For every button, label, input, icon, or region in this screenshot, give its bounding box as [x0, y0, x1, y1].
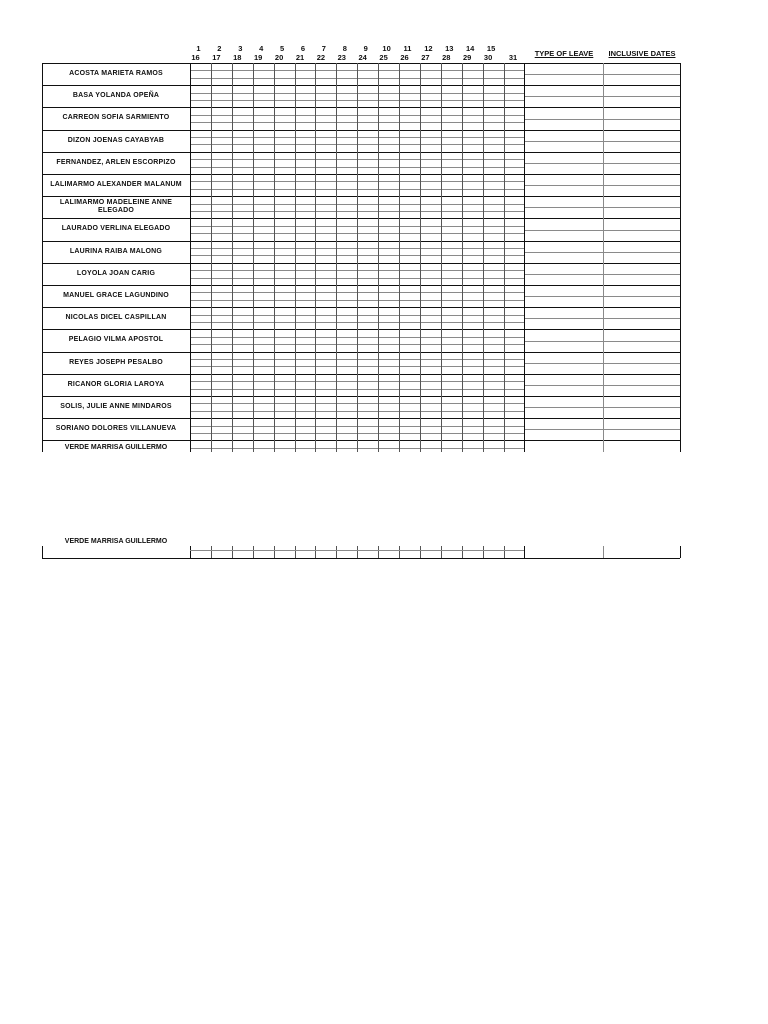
row-separator	[42, 307, 680, 308]
day-header-first: 1	[196, 44, 201, 53]
employee-name: CARREON SOFIA SARMIENTO	[62, 114, 170, 122]
employee-name: BASA YOLANDA OPEÑA	[72, 92, 160, 100]
row-separator	[42, 130, 680, 131]
day-header-second: 31	[508, 53, 518, 62]
inclusive-dates-header: INCLUSIVE DATES	[608, 49, 676, 58]
day-header-first: 10	[382, 44, 391, 53]
day-header-second: 25	[379, 53, 388, 62]
day-header-second: 19	[254, 53, 263, 62]
day-header-second: 17	[212, 53, 221, 62]
day-header-first: 15	[486, 44, 496, 53]
day-header-first: 5	[280, 44, 285, 53]
employee-name: LOYOLA JOAN CARIG	[76, 269, 156, 277]
day-header-second: 23	[337, 53, 346, 62]
row-separator	[42, 218, 680, 219]
row-separator	[42, 285, 680, 286]
type-of-leave-header: TYPE OF LEAVE	[534, 49, 594, 58]
day-header-second: 20	[274, 53, 284, 62]
day-header-second: 26	[400, 53, 409, 62]
employee-name-fragment: VERDE MARRISA GUILLERMO	[64, 538, 168, 545]
day-header-first: 14	[466, 44, 475, 53]
row-separator	[42, 174, 680, 175]
day-header-second: 18	[233, 53, 242, 62]
day-header-first: 8	[342, 44, 347, 53]
row-separator	[42, 352, 680, 353]
day-header-first: 3	[238, 44, 243, 53]
day-header-second: 21	[295, 53, 305, 62]
employee-name: LALIMARMO MADELEINE ANNE ELEGADO	[59, 199, 173, 215]
employee-name: SOLIS, JULIE ANNE MINDAROS	[60, 403, 172, 411]
day-header-second: 22	[316, 53, 326, 62]
employee-name: PELAGIO VILMA APOSTOL	[68, 336, 164, 344]
row-separator	[42, 396, 680, 397]
day-header-first: 4	[259, 44, 264, 53]
employee-name: RICANOR GLORIA LAROYA	[67, 380, 165, 388]
page-break-gap	[0, 452, 768, 546]
day-header-second: 24	[358, 53, 367, 62]
employee-name: ACOSTA MARIETA RAMOS	[69, 70, 163, 78]
day-subrow-line	[190, 550, 524, 551]
employee-name: REYES JOSEPH PESALBO	[69, 358, 163, 366]
employee-name: FERNANDEZ, ARLEN ESCORPIZO	[56, 158, 176, 166]
employee-name: LALIMARMO ALEXANDER MALANUM	[50, 181, 182, 189]
row-separator	[42, 263, 680, 264]
day-header-second: 16	[191, 53, 200, 62]
day-header-first: 12	[424, 44, 433, 53]
row-separator	[42, 418, 680, 419]
row-separator	[42, 152, 680, 153]
employee-name: SORIANO DOLORES VILLANUEVA	[55, 425, 177, 433]
table-bottom-border	[42, 558, 680, 559]
row-separator	[42, 374, 680, 375]
table-top-border	[42, 63, 680, 64]
employee-name: LAURADO VERLINA ELEGADO	[61, 225, 171, 233]
day-header-second: 28	[442, 53, 451, 62]
row-separator	[42, 241, 680, 242]
day-header-first: 7	[321, 44, 326, 53]
employee-name: LAURINA RAIBA MALONG	[69, 247, 163, 255]
row-separator	[42, 196, 680, 197]
row-separator	[42, 440, 680, 441]
employee-name: VERDE MARRISA GUILLERMO	[64, 444, 168, 452]
row-separator	[42, 329, 680, 330]
employee-name: NICOLAS DICEL CASPILLAN	[65, 314, 167, 322]
day-header-first: 2	[217, 44, 222, 53]
day-header-first: 11	[403, 44, 412, 53]
row-separator	[42, 85, 680, 86]
day-header-second: 30	[483, 53, 493, 62]
day-header-second: 29	[463, 53, 472, 62]
employee-name: DIZON JOENAS CAYABYAB	[67, 136, 165, 144]
day-header-first: 13	[445, 44, 454, 53]
day-header-first: 6	[300, 44, 306, 53]
row-separator	[42, 107, 680, 108]
employee-name: MANUEL GRACE LAGUNDINO	[63, 292, 169, 300]
day-header-first: 9	[363, 44, 368, 53]
day-header-second: 27	[421, 53, 430, 62]
